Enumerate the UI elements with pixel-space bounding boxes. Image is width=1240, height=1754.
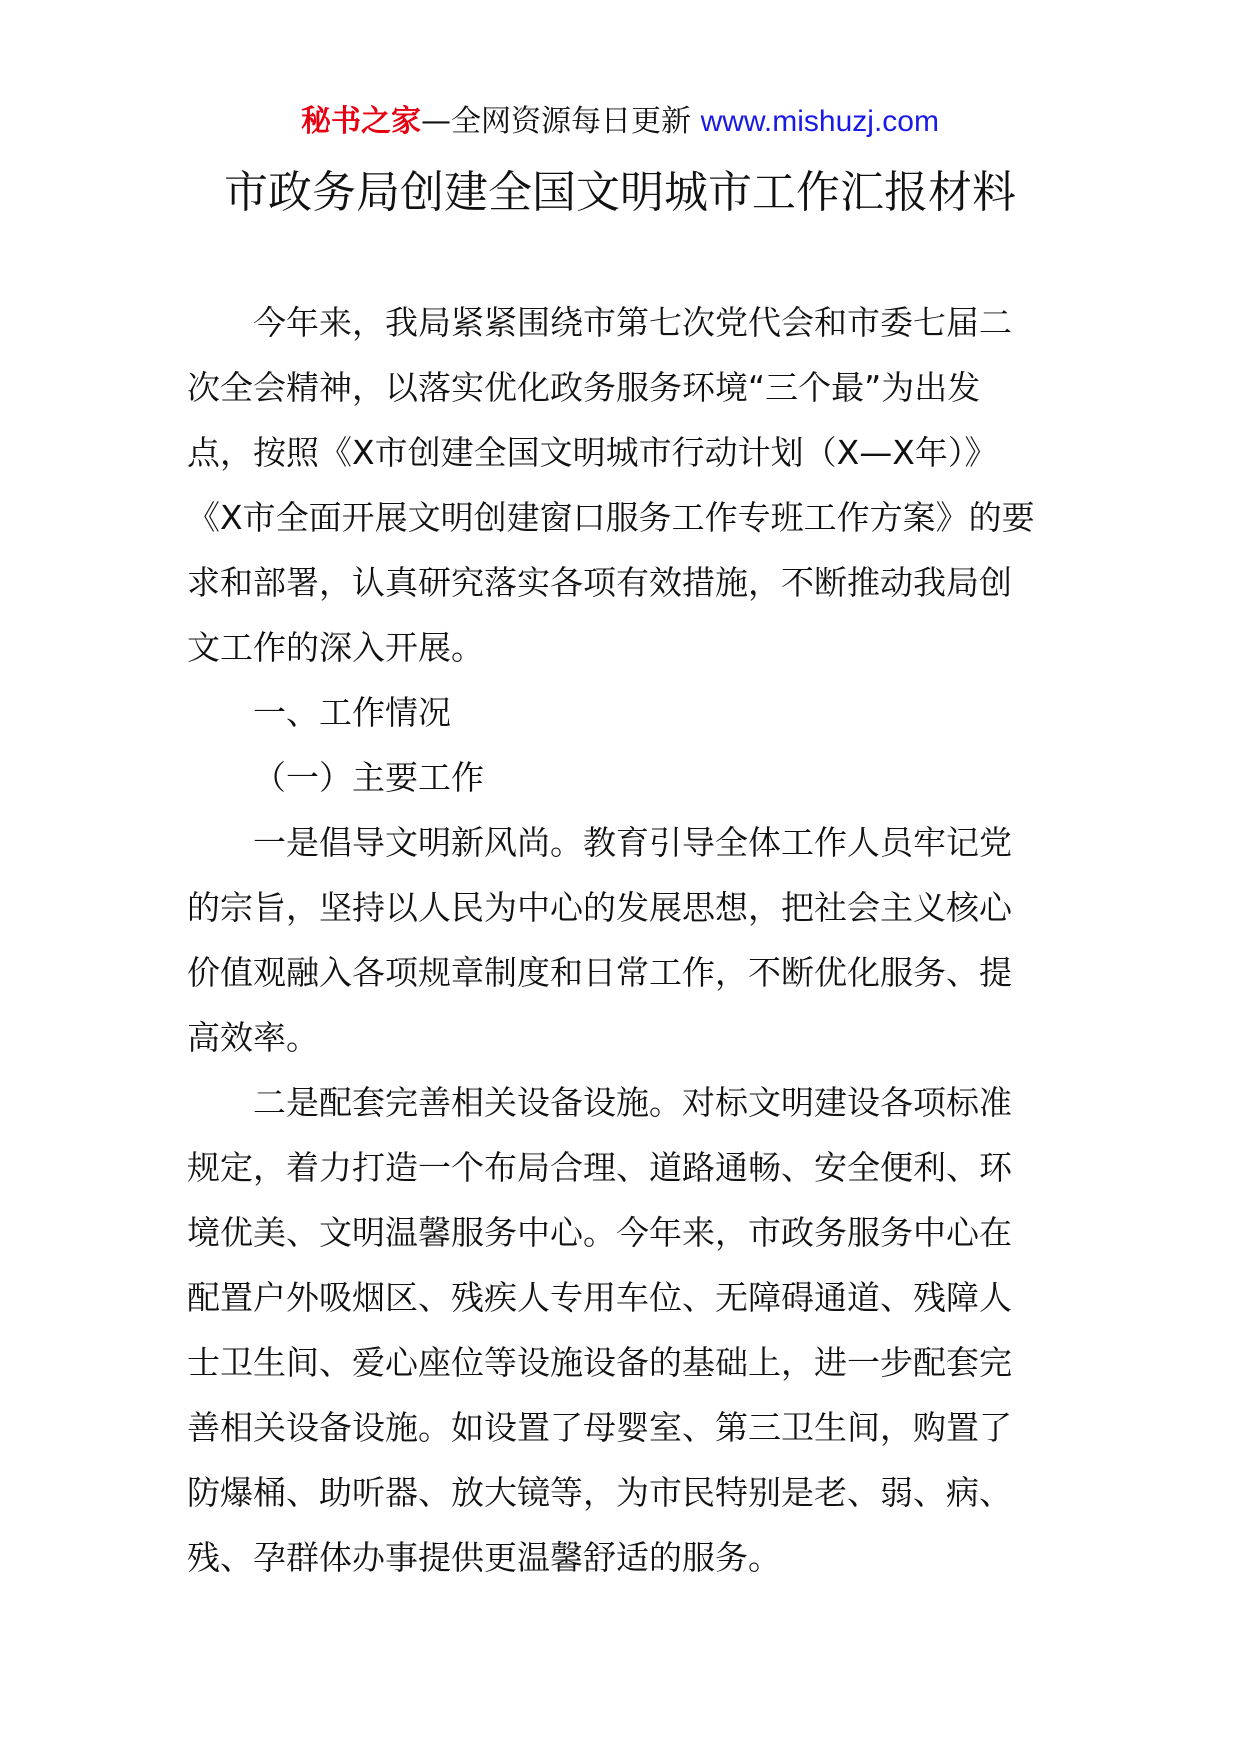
site-header: [0, 102, 1240, 142]
text-line: 善相关设备设施。如设置了母婴室、第三卫生间，购置了: [187, 1408, 1012, 1447]
text-line: 一是倡导文明新风尚。教育引导全体工作人员牢记党: [253, 823, 1012, 862]
site-url-link[interactable]: www.mishuzj.com: [700, 105, 939, 138]
brand-slogan: —全网资源每日更新: [421, 104, 692, 139]
text-line: 二是配套完善相关设备设施。对标文明建设各项标准: [253, 1083, 1012, 1122]
text-line: 求和部署，认真研究落实各项有效措施，不断推动我局创: [187, 563, 1012, 602]
text-line: 规定，着力打造一个布局合理、道路通畅、安全便利、环: [187, 1148, 1012, 1187]
text-line: 价值观融入各项规章制度和日常工作，不断优化服务、提: [187, 953, 1012, 992]
text-line: 配置户外吸烟区、残疾人专用车位、无障碍通道、残障人: [187, 1278, 1012, 1317]
text-line: 文工作的深入开展。: [187, 628, 484, 667]
text-line: 次全会精神，以落实优化政务服务环境“三个最”为出发: [187, 368, 981, 407]
document-body: [187, 290, 1053, 1590]
text-line: 今年来，我局紧紧围绕市第七次党代会和市委七届二: [253, 303, 1012, 342]
text-line: 境优美、文明温馨服务中心。今年来，市政务服务中心在: [187, 1213, 1012, 1252]
text-line: 残、孕群体办事提供更温馨舒适的服务。: [187, 1538, 781, 1577]
text-line: 的宗旨，坚持以人民为中心的发展思想，把社会主义核心: [187, 888, 1012, 927]
text-line: 士卫生间、爱心座位等设施设备的基础上，进一步配套完: [187, 1343, 1012, 1382]
text-line: 点，按照《X市创建全国文明城市行动计划（X—X年）》: [187, 433, 998, 472]
document-title: 市政务局创建全国文明城市工作汇报材料: [224, 167, 1016, 218]
text-line: （一）主要工作: [253, 758, 484, 797]
brand-name: 秘书之家: [301, 104, 422, 139]
text-line: 防爆桶、助听器、放大镜等，为市民特别是老、弱、病、: [187, 1473, 1012, 1512]
text-line: 高效率。: [187, 1018, 319, 1057]
text-line: 一、工作情况: [253, 693, 451, 732]
text-line: 《X市全面开展文明创建窗口服务工作专班工作方案》的要: [187, 498, 1035, 537]
